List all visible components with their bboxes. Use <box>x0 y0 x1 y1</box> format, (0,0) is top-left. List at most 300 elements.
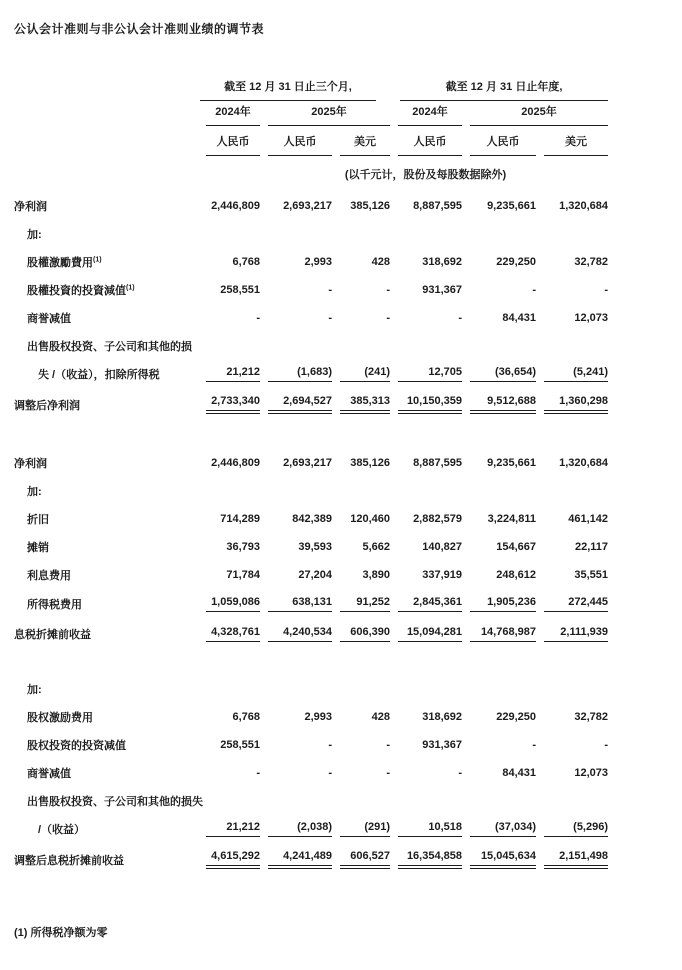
cell-value <box>260 533 332 561</box>
cell-value-text: 6,768 <box>232 711 260 723</box>
row-label <box>0 304 198 332</box>
cell-value <box>260 220 332 248</box>
cell-value-text: - <box>458 767 462 779</box>
period-header-year <box>390 73 608 101</box>
cell-value-text: 385,126 <box>350 457 390 469</box>
period-header-label: 截至 12 月 31 日止年度, <box>400 78 608 101</box>
table-row <box>0 843 608 876</box>
cell-value <box>260 360 332 388</box>
row-label-text: 所得税费用 <box>27 598 82 611</box>
cell-value <box>390 759 462 787</box>
cell-value-text: 3,224,811 <box>487 513 536 525</box>
cell-value <box>536 533 608 561</box>
year-label: 2025年 <box>470 103 608 126</box>
cell-value-text: (2,038) <box>268 821 332 837</box>
footnote: (1) 所得税净额为零 <box>14 927 108 939</box>
table-body <box>0 192 608 876</box>
cell-value <box>536 589 608 618</box>
table-row <box>0 561 608 589</box>
cell-value-text: 21,212 <box>206 821 260 837</box>
cell-value <box>198 533 260 561</box>
cell-value <box>462 449 536 477</box>
cell-value-text: 14,768,987 <box>470 626 536 642</box>
cell-value <box>462 787 536 815</box>
cell-value <box>536 759 608 787</box>
cell-value <box>390 675 462 703</box>
cell-value <box>260 787 332 815</box>
currency-header <box>390 126 462 156</box>
row-label-text: 折旧 <box>27 514 49 526</box>
table-row <box>0 505 608 533</box>
cell-value <box>260 589 332 618</box>
cell-value <box>198 304 260 332</box>
year-label: 2024年 <box>398 103 462 126</box>
cell-value <box>462 675 536 703</box>
cell-value <box>390 192 462 220</box>
cell-value <box>390 815 462 843</box>
footnote-marker: (1) <box>93 256 102 264</box>
cell-value <box>198 192 260 220</box>
cell-value <box>390 505 462 533</box>
cell-value-text: 714,289 <box>220 513 260 525</box>
cell-value-text: 10,518 <box>398 821 462 837</box>
cell-value-text: - <box>532 284 536 296</box>
cell-value <box>536 477 608 505</box>
cell-value-text: 8,887,595 <box>413 457 462 469</box>
cell-value <box>260 304 332 332</box>
cell-value <box>260 815 332 843</box>
cell-value <box>260 248 332 276</box>
row-label-text: 出售股权投资、子公司和其他的损失 <box>27 796 203 808</box>
cell-value-text: 337,919 <box>422 569 462 581</box>
row-label <box>0 533 198 561</box>
cell-value <box>198 360 260 388</box>
cell-value <box>260 731 332 759</box>
table-header <box>0 73 608 192</box>
cell-value-text: 39,593 <box>298 541 332 553</box>
cell-value <box>332 220 390 248</box>
cell-value <box>462 248 536 276</box>
spacer-cell <box>0 421 608 449</box>
cell-value <box>536 505 608 533</box>
table-row <box>0 675 608 703</box>
cell-value-text: (241) <box>340 366 390 382</box>
cell-value-text: 1,320,684 <box>559 200 609 212</box>
cell-value-text: - <box>256 312 260 324</box>
cell-value <box>536 220 608 248</box>
cell-value-text: 4,328,761 <box>206 626 260 642</box>
cell-value-text: 385,126 <box>350 200 390 212</box>
row-label-text: 商誉减值 <box>27 313 71 325</box>
cell-value <box>390 220 462 248</box>
cell-value-text: - <box>328 739 332 751</box>
row-label <box>0 449 198 477</box>
row-label-text: 加: <box>27 229 42 241</box>
cell-value <box>536 304 608 332</box>
cell-value <box>198 589 260 618</box>
cell-value <box>198 332 260 360</box>
row-label-text: 失 /（收益），扣除所得税 <box>38 369 160 381</box>
row-label <box>0 703 198 731</box>
table-row <box>0 759 608 787</box>
cell-value-text: 2,694,527 <box>268 395 332 414</box>
currency-header <box>462 126 536 156</box>
cell-value <box>260 618 332 649</box>
cell-value-text: 931,367 <box>422 739 462 751</box>
cell-value-text: 6,768 <box>232 256 260 268</box>
cell-value <box>462 815 536 843</box>
cell-value-text: 2,446,809 <box>211 457 260 469</box>
cell-value <box>332 192 390 220</box>
table-row <box>0 815 608 843</box>
cell-value <box>198 505 260 533</box>
cell-value <box>260 675 332 703</box>
cell-value <box>536 449 608 477</box>
cell-value-text: - <box>604 739 609 751</box>
row-label <box>0 388 198 421</box>
cell-value <box>198 248 260 276</box>
cell-value <box>332 561 390 589</box>
cell-value-text: 248,612 <box>496 569 536 581</box>
cell-value-text: 2,111,939 <box>544 626 608 642</box>
cell-value-text: 12,705 <box>398 366 462 382</box>
row-label <box>0 192 198 220</box>
table-row <box>0 388 608 421</box>
currency-label: 美元 <box>340 133 390 156</box>
year-label: 2024年 <box>206 103 260 126</box>
row-label <box>0 675 198 703</box>
cell-value-text: 385,313 <box>340 395 390 414</box>
cell-value <box>536 332 608 360</box>
row-label <box>0 505 198 533</box>
cell-value-text: 461,142 <box>568 513 609 525</box>
table-row <box>0 449 608 477</box>
cell-value-text: 428 <box>371 711 390 723</box>
cell-value <box>332 248 390 276</box>
cell-value <box>332 276 390 304</box>
cell-value <box>198 787 260 815</box>
cell-value-text: 15,045,634 <box>470 850 536 869</box>
cell-value <box>198 276 260 304</box>
row-label <box>0 787 203 815</box>
cell-value-text: 71,784 <box>226 569 260 581</box>
cell-value-text: 3,890 <box>362 569 390 581</box>
cell-value-text: - <box>386 767 390 779</box>
table-row <box>0 477 608 505</box>
cell-value-text: 2,845,361 <box>398 596 462 612</box>
table-row <box>0 360 608 388</box>
cell-value-text: 229,250 <box>496 711 536 723</box>
cell-value-text: 428 <box>371 256 390 268</box>
spacer-cell <box>0 649 608 675</box>
cell-value <box>536 787 608 815</box>
cell-value <box>198 220 260 248</box>
cell-value-text: 120,460 <box>350 513 390 525</box>
cell-value <box>390 533 462 561</box>
units-note: (以千元计，股份及每股数据除外) <box>344 169 507 181</box>
cell-value <box>332 618 390 649</box>
cell-value-text: 4,241,489 <box>268 850 332 869</box>
cell-value-text: 9,235,661 <box>487 457 536 469</box>
cell-value-text: - <box>386 284 390 296</box>
cell-value-text: - <box>328 312 332 324</box>
header-spacer <box>0 73 198 101</box>
cell-value-text: (291) <box>340 821 390 837</box>
row-label <box>0 332 198 360</box>
cell-value <box>332 675 390 703</box>
table-row <box>0 618 608 649</box>
cell-value <box>332 589 390 618</box>
header-spacer <box>0 101 198 126</box>
row-label <box>0 248 198 276</box>
row-label-text: 摊销 <box>27 542 49 554</box>
cell-value <box>462 332 536 360</box>
cell-value-text: 154,667 <box>496 541 536 553</box>
spacer-row <box>0 421 608 449</box>
cell-value <box>198 449 260 477</box>
cell-value-text: 8,887,595 <box>413 200 462 212</box>
year-header-row <box>0 101 608 126</box>
table-row <box>0 787 608 815</box>
cell-value <box>332 703 390 731</box>
cell-value-text: 10,150,359 <box>398 395 462 414</box>
cell-value <box>198 561 260 589</box>
cell-value <box>462 477 536 505</box>
period-header-row <box>0 73 608 101</box>
cell-value <box>536 388 608 421</box>
cell-value <box>198 731 260 759</box>
cell-value-text: (1,683) <box>268 366 332 382</box>
cell-value <box>260 703 332 731</box>
cell-value <box>536 618 608 649</box>
cell-value-text: 2,151,498 <box>544 850 608 869</box>
cell-value-text: 606,390 <box>340 626 390 642</box>
cell-value <box>198 759 260 787</box>
cell-value <box>536 561 608 589</box>
cell-value-text: (37,034) <box>470 821 536 837</box>
cell-value <box>462 505 536 533</box>
cell-value <box>332 477 390 505</box>
cell-value-text: 258,551 <box>220 284 260 296</box>
row-label-text: 调整后净利润 <box>14 399 80 412</box>
cell-value <box>332 304 390 332</box>
cell-value <box>332 533 390 561</box>
cell-value-text: - <box>328 284 332 296</box>
cell-value <box>390 449 462 477</box>
year-header <box>260 101 390 126</box>
cell-value-text: 140,827 <box>422 541 462 553</box>
cell-value <box>390 618 462 649</box>
cell-value <box>332 843 390 876</box>
row-label <box>0 477 198 505</box>
cell-value-text: - <box>532 739 536 751</box>
cell-value-text: 2,882,579 <box>413 513 462 525</box>
cell-value-text: - <box>458 312 462 324</box>
cell-value-text: 12,073 <box>574 312 609 324</box>
spacer-row <box>0 649 608 675</box>
cell-value-text: (5,296) <box>544 821 608 837</box>
cell-value <box>390 276 462 304</box>
cell-value <box>462 304 536 332</box>
cell-value <box>462 843 536 876</box>
cell-value <box>332 449 390 477</box>
table-row <box>0 192 608 220</box>
year-header <box>198 101 260 126</box>
cell-value-text: 32,782 <box>574 711 609 723</box>
row-label-text: 股权激励费用 <box>27 712 93 724</box>
cell-value <box>536 248 608 276</box>
cell-value <box>198 815 260 843</box>
cell-value <box>198 388 260 421</box>
cell-value-text: 931,367 <box>422 284 462 296</box>
cell-value <box>462 703 536 731</box>
cell-value-text: 1,905,236 <box>470 596 536 612</box>
cell-value-text: - <box>386 739 390 751</box>
cell-value <box>390 561 462 589</box>
row-label-text: 利息费用 <box>27 570 71 582</box>
currency-header-row <box>0 126 608 156</box>
cell-value <box>332 787 390 815</box>
row-label <box>0 759 198 787</box>
table-row <box>0 731 608 759</box>
cell-value-text: - <box>328 767 332 779</box>
row-label-text: 净利润 <box>14 201 47 213</box>
cell-value-text: 35,551 <box>574 569 609 581</box>
cell-value-text: 258,551 <box>220 739 260 751</box>
cell-value <box>462 618 536 649</box>
cell-value <box>462 220 536 248</box>
cell-value-text: 842,389 <box>292 513 332 525</box>
cell-value <box>390 304 462 332</box>
cell-value-text: 84,431 <box>502 312 536 324</box>
cell-value <box>462 276 536 304</box>
cell-value-text: 84,431 <box>502 767 536 779</box>
cell-value <box>462 388 536 421</box>
cell-value-text: 2,446,809 <box>211 200 260 212</box>
row-label-text: 息税折摊前收益 <box>14 628 91 641</box>
row-label <box>0 843 198 876</box>
cell-value <box>536 360 608 388</box>
cell-value <box>536 843 608 876</box>
cell-value <box>390 731 462 759</box>
cell-value-text: 2,993 <box>304 256 332 268</box>
cell-value <box>260 192 332 220</box>
year-header <box>390 101 462 126</box>
header-spacer <box>0 156 198 192</box>
table-row <box>0 703 608 731</box>
cell-value <box>198 477 260 505</box>
cell-value-text: 2,993 <box>304 711 332 723</box>
cell-value <box>332 759 390 787</box>
cell-value-text: (5,241) <box>544 366 608 382</box>
cell-value <box>198 843 260 876</box>
cell-value-text: 1,360,298 <box>544 395 608 414</box>
row-label <box>0 360 198 388</box>
cell-value <box>462 561 536 589</box>
cell-value <box>462 759 536 787</box>
cell-value <box>390 843 462 876</box>
row-label-text: 净利润 <box>14 458 47 470</box>
cell-value-text: 606,527 <box>340 850 390 869</box>
page-title: 公认会计准则与非公认会计准则业绩的调节表 <box>14 22 265 36</box>
cell-value-text: 229,250 <box>496 256 536 268</box>
row-label <box>0 589 198 618</box>
cell-value-text: 36,793 <box>226 541 260 553</box>
currency-header <box>536 126 608 156</box>
currency-header <box>198 126 260 156</box>
year-header <box>462 101 608 126</box>
cell-value-text: - <box>604 284 609 296</box>
row-label-text: 加: <box>27 486 42 498</box>
row-label <box>0 561 198 589</box>
cell-value <box>260 477 332 505</box>
cell-value <box>390 248 462 276</box>
cell-value <box>260 332 332 360</box>
cell-value-text: 5,662 <box>362 541 390 553</box>
table-row <box>0 304 608 332</box>
cell-value <box>462 192 536 220</box>
table-row <box>0 220 608 248</box>
row-label <box>0 731 198 759</box>
row-label-text: 股權投資的投資減值 <box>27 285 126 297</box>
cell-value <box>462 589 536 618</box>
cell-value <box>260 276 332 304</box>
row-label <box>0 220 198 248</box>
row-label-text: 股权投资的投资减值 <box>27 740 126 752</box>
cell-value <box>332 360 390 388</box>
cell-value-text: 318,692 <box>422 711 462 723</box>
reconciliation-table <box>0 73 608 876</box>
cell-value-text: 21,212 <box>206 366 260 382</box>
cell-value-text: 91,252 <box>340 596 390 612</box>
units-note-row <box>0 156 608 192</box>
cell-value <box>260 843 332 876</box>
row-label <box>0 618 198 649</box>
period-header-quarter <box>198 73 390 101</box>
cell-value-text: 9,235,661 <box>487 200 536 212</box>
cell-value <box>260 388 332 421</box>
row-label-text: 股權激勵費用 <box>27 257 93 269</box>
cell-value-text: 12,073 <box>574 767 609 779</box>
cell-value <box>260 561 332 589</box>
row-label-text: 调整后息税折摊前收益 <box>14 854 124 867</box>
cell-value <box>536 731 608 759</box>
cell-value-text: 27,204 <box>298 569 332 581</box>
cell-value <box>536 703 608 731</box>
cell-value <box>390 787 462 815</box>
cell-value-text: 638,131 <box>268 596 332 612</box>
table-row <box>0 276 608 304</box>
table-row <box>0 332 608 360</box>
cell-value-text: 4,615,292 <box>206 850 260 869</box>
row-label <box>0 276 198 304</box>
currency-header <box>260 126 332 156</box>
cell-value <box>462 731 536 759</box>
currency-header <box>332 126 390 156</box>
cell-value-text: 22,117 <box>574 541 609 553</box>
cell-value <box>198 618 260 649</box>
cell-value <box>260 505 332 533</box>
cell-value <box>390 388 462 421</box>
cell-value <box>332 815 390 843</box>
cell-value-text: 272,445 <box>544 596 608 612</box>
cell-value <box>462 533 536 561</box>
cell-value-text: 2,693,217 <box>283 457 332 469</box>
cell-value-text: 15,094,281 <box>398 626 462 642</box>
currency-label: 人民币 <box>470 133 536 156</box>
currency-label: 人民币 <box>206 133 260 156</box>
cell-value <box>390 477 462 505</box>
